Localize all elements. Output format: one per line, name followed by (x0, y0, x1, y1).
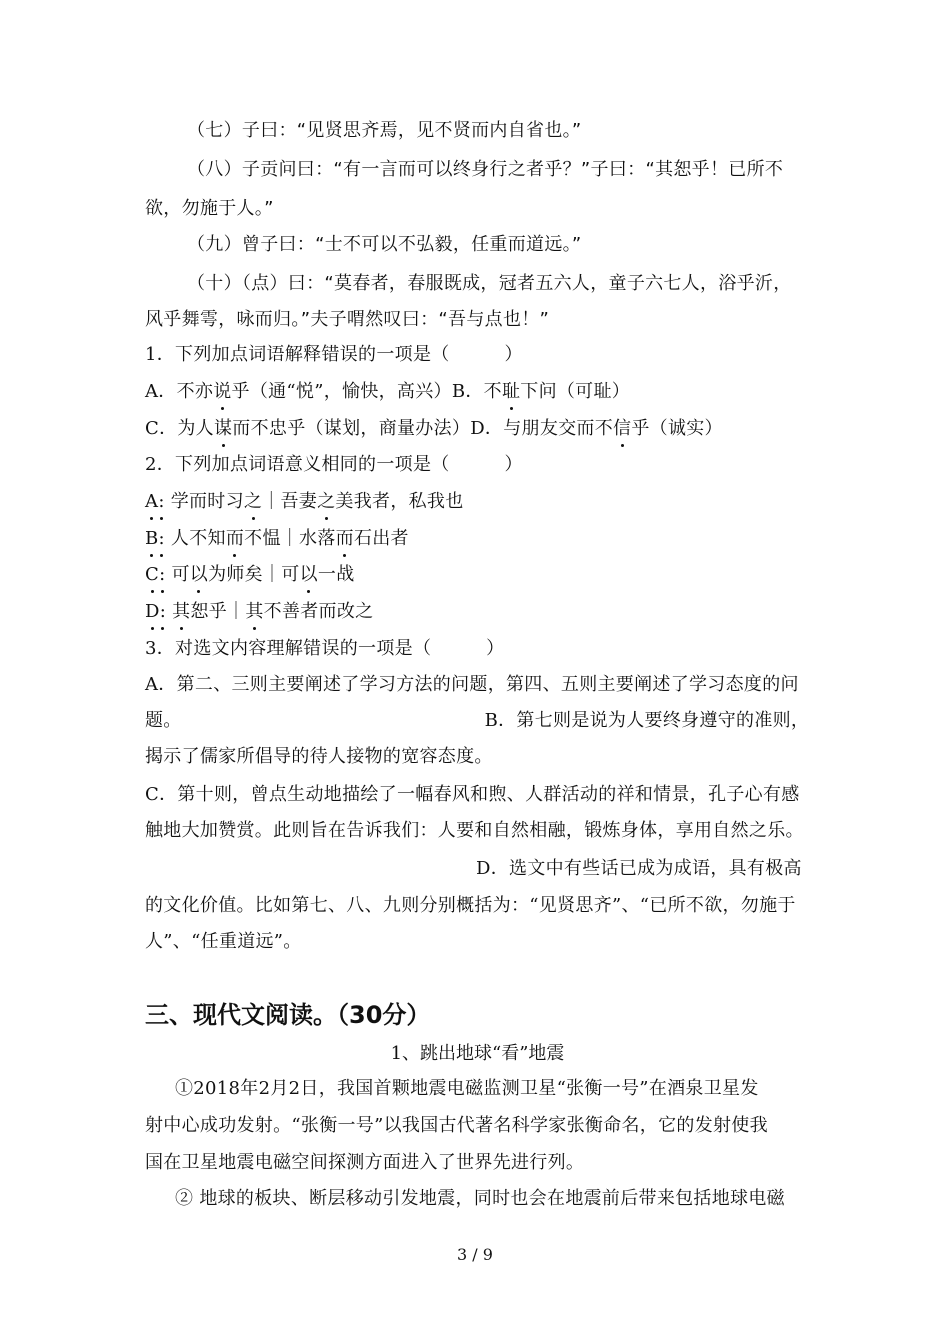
q3-option-a-line-2 (145, 708, 810, 734)
q3-option-d-line-3: 人”、“任重道远”。 (145, 931, 302, 952)
q2-b-text-2: 不愠｜水落 (244, 528, 336, 549)
article-para-2-line-1: ② 地球的板块、断层移动引发地震，同时也会在地震前后带来包括地球电磁 (175, 1188, 785, 1209)
q1-d-post: 乎（诚实） (631, 418, 723, 439)
passage-8-line-2: 欲，勿施于人。” (145, 198, 274, 219)
question-1-options-ab (145, 379, 810, 405)
q3-a-text-2: 题。 (145, 710, 182, 731)
article-title: 1、跳出地球“看”地震 (390, 1043, 565, 1064)
q2-c-dotted-1: 以 (190, 562, 208, 588)
q1-option-c (145, 418, 470, 439)
q3-option-c-line-2: 触地大加赞赏。此则旨在告诉我们：人要和自然相融，锻炼身体，享用自然之乐。 (145, 820, 804, 841)
q2-d-label: D (145, 599, 160, 625)
q2-option-c (145, 562, 810, 588)
q2-c-label-mark: : (159, 562, 165, 588)
section-heading: 三、现代文阅读。（30分） (145, 1001, 431, 1029)
q2-a-label-mark: : (158, 489, 164, 515)
q2-a-text-1: 学而时习 (170, 491, 244, 512)
q3-option-b-line-1: B．第七则是说为人要终身遵守的准则， (484, 710, 810, 731)
q1-option-a (145, 381, 452, 402)
q1-c-pre: C．为人 (145, 418, 214, 439)
q1-c-post: 而不忠乎（谋划，商量办法） (232, 418, 471, 439)
q2-d-text-2: 恕乎｜ (190, 601, 246, 622)
q2-b-text-1: 人不知 (170, 528, 226, 549)
q1-b-post: 下问（可耻） (520, 381, 631, 402)
q1-a-dotted-word: 说 (213, 379, 231, 405)
q2-b-text-3: 石出者 (353, 528, 409, 549)
q2-d-label-mark: : (160, 599, 166, 625)
q1-a-pre: A．不亦 (145, 381, 214, 402)
q3-option-a-line-1: A．第二、三则主要阐述了学习方法的问题，第四、五则主要阐述了学习态度的问 (145, 674, 799, 695)
q2-option-a (145, 489, 810, 515)
question-1-options-cd (145, 416, 810, 442)
q3-option-b-line-2: 揭示了儒家所倡导的待人接物的宽容态度。 (145, 746, 493, 767)
q1-option-d (470, 418, 723, 439)
q2-d-text-3: 不善者而改之 (263, 601, 374, 622)
q2-b-dotted-1: 而 (226, 526, 244, 552)
q2-a-label: A (145, 489, 158, 515)
q2-b-dotted-2: 而 (336, 526, 354, 552)
q2-c-label: C (145, 562, 159, 588)
q2-a-dotted-1: 之 (244, 489, 262, 515)
q1-b-pre: B．不 (451, 381, 502, 402)
q2-option-b (145, 526, 810, 552)
q1-a-post: 乎（通“悦”，愉快，高兴） (231, 381, 452, 402)
page-number: 3 / 9 (457, 1245, 493, 1264)
q2-d-dotted-2: 其 (245, 599, 263, 625)
question-1-stem: 1．下列加点词语解释错误的一项是（ ） (145, 344, 523, 365)
passage-10-line-1: （十）（点）曰：“莫春者，春服既成，冠者五六人，童子六七人，浴乎沂， (187, 273, 792, 294)
passage-9: （九）曾子曰：“士不可以不弘毅，任重而道远。” (187, 234, 582, 255)
q3-option-c-line-1: C．第十则，曾点生动地描绘了一幅春风和煦、人群活动的祥和情景，孔子心有感 (145, 784, 800, 805)
article-para-1-line-1: ①2018年2月2日，我国首颗地震电磁监测卫星“张衡一号”在酒泉卫星发 (175, 1078, 759, 1099)
q3-option-d-line-2: 的文化价值。比如第七、八、九则分别概括为：“见贤思齐”、“已所不欲，勿施于 (145, 895, 796, 916)
q2-d-dotted-1: 其 (172, 599, 190, 625)
passage-10-line-2: 风乎舞雩，咏而归。”夫子喟然叹曰：“吾与点也！” (145, 309, 550, 330)
q1-b-dotted-word: 耻 (502, 379, 520, 405)
article-para-1-line-2: 射中心成功发射。“张衡一号”以我国古代著名科学家张衡命名，它的发射使我 (145, 1115, 768, 1136)
q2-c-text-1: 可 (171, 564, 190, 585)
q2-c-dotted-2: 以 (300, 562, 318, 588)
q2-a-text-3: 美我者，私我也 (335, 491, 464, 512)
q1-c-dotted-word: 谋 (214, 416, 232, 442)
passage-8-line-1: （八）子贡问曰：“有一言而可以终身行之者乎？”子曰：“其恕乎！已所不 (187, 159, 784, 180)
q3-option-d-line-1: D．选文中有些话已成为成语，具有极高 (476, 858, 802, 879)
q2-c-text-2: 为师矣｜可 (208, 564, 300, 585)
q2-c-text-3: 一战 (317, 564, 355, 585)
q2-b-label: B (145, 526, 159, 552)
q1-d-dotted-word: 信 (613, 416, 631, 442)
q1-option-b (452, 381, 630, 402)
q2-option-d (145, 599, 810, 625)
question-3-stem: 3．对选文内容理解错误的一项是（ ） (145, 638, 505, 659)
q1-d-pre: D．与朋友交而不 (470, 418, 614, 439)
q2-a-dotted-2: 之 (317, 489, 335, 515)
passage-7: （七）子曰：“见贤思齐焉，见不贤而内自省也。” (187, 120, 582, 141)
question-2-stem: 2．下列加点词语意义相同的一项是（ ） (145, 454, 523, 475)
article-para-1-line-3: 国在卫星地震电磁空间探测方面进入了世界先进行列。 (145, 1152, 585, 1173)
q2-b-label-mark: : (159, 526, 165, 552)
q2-a-text-2: ｜吾妻 (262, 491, 318, 512)
